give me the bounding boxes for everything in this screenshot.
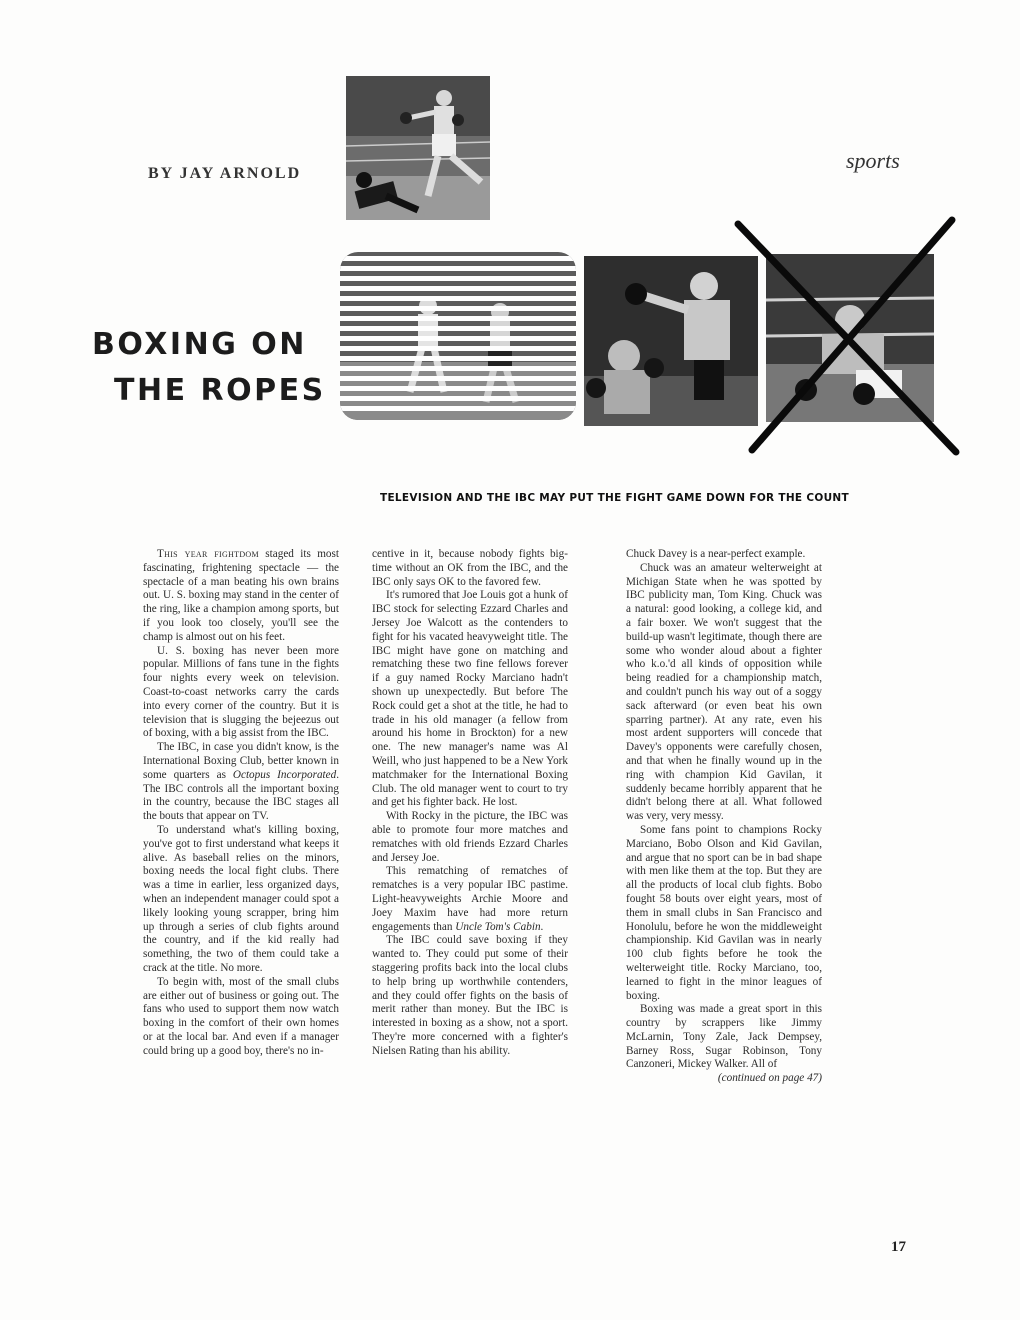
paragraph-text: The IBC, in case you didn't know, is the International Boxing Club, better known in some quarters as xyxy=(143,741,339,781)
photo-punch-image xyxy=(584,256,758,426)
article-column-3 xyxy=(626,548,822,1086)
paragraph: Chuck was an amateur welterweight at Michigan State when he was spotted by IBC publicity man, Tom King. Chuck was a natural: good looking, a college kid, and a fair boxer. We won't suggest that the build-up wasn't legitimate, though there are some who wonder aloud about a fighter who k.o.'d all kinds of opposition while being readied for a championship match, and couldn't punch his way out of a soggy sack afterward (or even beat his own sparring partner). At any rate, even his most ardent supporters will concede that Davey's opponents were carefully chosen, and that when he finally wound up in the ring with champion Kid Gavilan, it suddenly became horribly apparent that he didn't belong there at all. What followed was very, very messy. xyxy=(626,561,822,823)
headline-line-2: THE ROPES xyxy=(114,373,326,408)
page-number: 17 xyxy=(891,1239,906,1255)
deck: TELEVISION AND THE IBC MAY PUT THE FIGHT GAME DOWN FOR THE COUNT xyxy=(380,492,849,504)
photo-knockdown-image xyxy=(346,76,490,220)
section-label: sports xyxy=(846,148,900,173)
paragraph-text: . The IBC controls all the important boxing in the country, because the IBC stages all the bouts that appear on TV. xyxy=(143,768,340,823)
photo-tv-screen xyxy=(340,252,576,420)
paragraph: Some fans point to champions Rocky Marciano, Bobo Olson and Kid Gavilan, and argue that no sport can be in bad shape with men like them at the top. But they are all the products of local club fights. Bobo fought 58 bouts over eight years, most of them in small clubs in San Francisco and Honolulu, before he won the middleweight championship. Kid Gavilan was in nearly 100 club fights before he took the welterweight title. Rocky Marciano, too, learned to fight in the minor leagues of boxing. xyxy=(626,823,822,1002)
paragraph xyxy=(143,548,339,645)
paragraph: U. S. boxing has never been more popular. Millions of fans tune in the fights four nights every week on television. Coast-to-coast networks carry the cards into every corner of the country. But it is television that is slugging the bejeezus out of boxing, with a big assist from the IBC. xyxy=(143,644,339,740)
lead-in: This year fightdom xyxy=(157,548,259,560)
italic-text: Uncle Tom's Cabin xyxy=(455,920,541,933)
photo-fighter-down-image xyxy=(766,254,934,422)
paragraph: To begin with, most of the small clubs are either out of business or going out. The fans who used to support them now watch boxing in the comfort of their own homes or at the local bar. And even if a manager could bring up a good boy, there's no in- xyxy=(143,975,339,1057)
headline xyxy=(92,322,326,414)
paragraph-text: staged its most fascinating, frightening spectacle — the spectacle of a man beating his own brains out. U. S. boxing may stand in the center of the ring, like a champion among sports, but if you look too closely, you'll see the champ is almost out on his feet. xyxy=(143,548,339,643)
byline: BY JAY ARNOLD xyxy=(148,165,302,182)
photo-punch xyxy=(584,256,758,426)
photo-knockdown xyxy=(346,76,490,220)
paragraph: The IBC could save boxing if they wanted to. They could put some of their staggering profits back into the local clubs to help bring up worthwhile contenders, and they could offer fights on the basis of merit rather than money. But the IBC is interested in boxing as a show, not a sport. They're more concerned with a fighter's Nielsen Rating than his ability. xyxy=(372,934,568,1057)
continued-note: (continued on page 47) xyxy=(717,1072,822,1085)
paragraph: Chuck Davey is a near-perfect example. xyxy=(626,548,806,560)
paragraph: centive in it, because nobody fights big-time without an OK from the IBC, and the IBC only says OK to the favored few. xyxy=(372,548,568,588)
photo-tv-screen-image xyxy=(340,252,576,420)
photo-fighter-down xyxy=(766,254,934,422)
article-column-1 xyxy=(143,548,339,1058)
italic-text: Octopus Incorporated xyxy=(232,768,337,781)
paragraph: It's rumored that Joe Louis got a hunk of IBC stock for selecting Ezzard Charles and Jersey Joe Walcott as the contenders to fight for his vacated heavyweight title. The IBC might have gone on matching and rematching these two fine fellows forever if a guy named Rocky Marciano hadn't shown up unexpectedly. But before The Rock could get a shot at the title, he had to trade in his old manager (a fellow from around his home in Brockton) for a new one. The new manager's name was Al Weill, who just happened to be a New York matchmaker for the International Boxing Club. The old manager went to court to try and get his fighter back. He lost. xyxy=(372,589,568,809)
paragraph xyxy=(143,741,339,824)
paragraph: Boxing was made a great sport in this country by scrappers like Jimmy McLarnin, Tony Zale, Jack Dempsey, Barney Ross, Sugar Robinson, Tony Canzoneri, Mickey Walker. All of xyxy=(626,1003,822,1071)
headline-line-1: BOXING ON xyxy=(92,327,307,362)
paragraph-text: This rematching of rematches of rematches is a very popular IBC pastime. Light-heavyweights Archie Moore and Joey Maxim have had more return engagements than xyxy=(372,865,568,933)
paragraph xyxy=(372,865,568,934)
article-column-2 xyxy=(372,548,568,1058)
paragraph-text: . xyxy=(540,920,544,933)
paragraph: With Rocky in the picture, the IBC was able to promote four more matches and rematches with old friends Ezzard Charles and Jersey Joe. xyxy=(372,810,568,864)
paragraph: To understand what's killing boxing, you've got to first understand what keeps it alive. As baseball relies on the minors, boxing needs the local fight clubs. There was a time in earlier, less organized days, when an independent manager could spot a likely looking young scrapper, bring him up through a series of club fights around the country, and if the kid really had something, the two of them could take a crack at the title. No more. xyxy=(143,823,339,974)
